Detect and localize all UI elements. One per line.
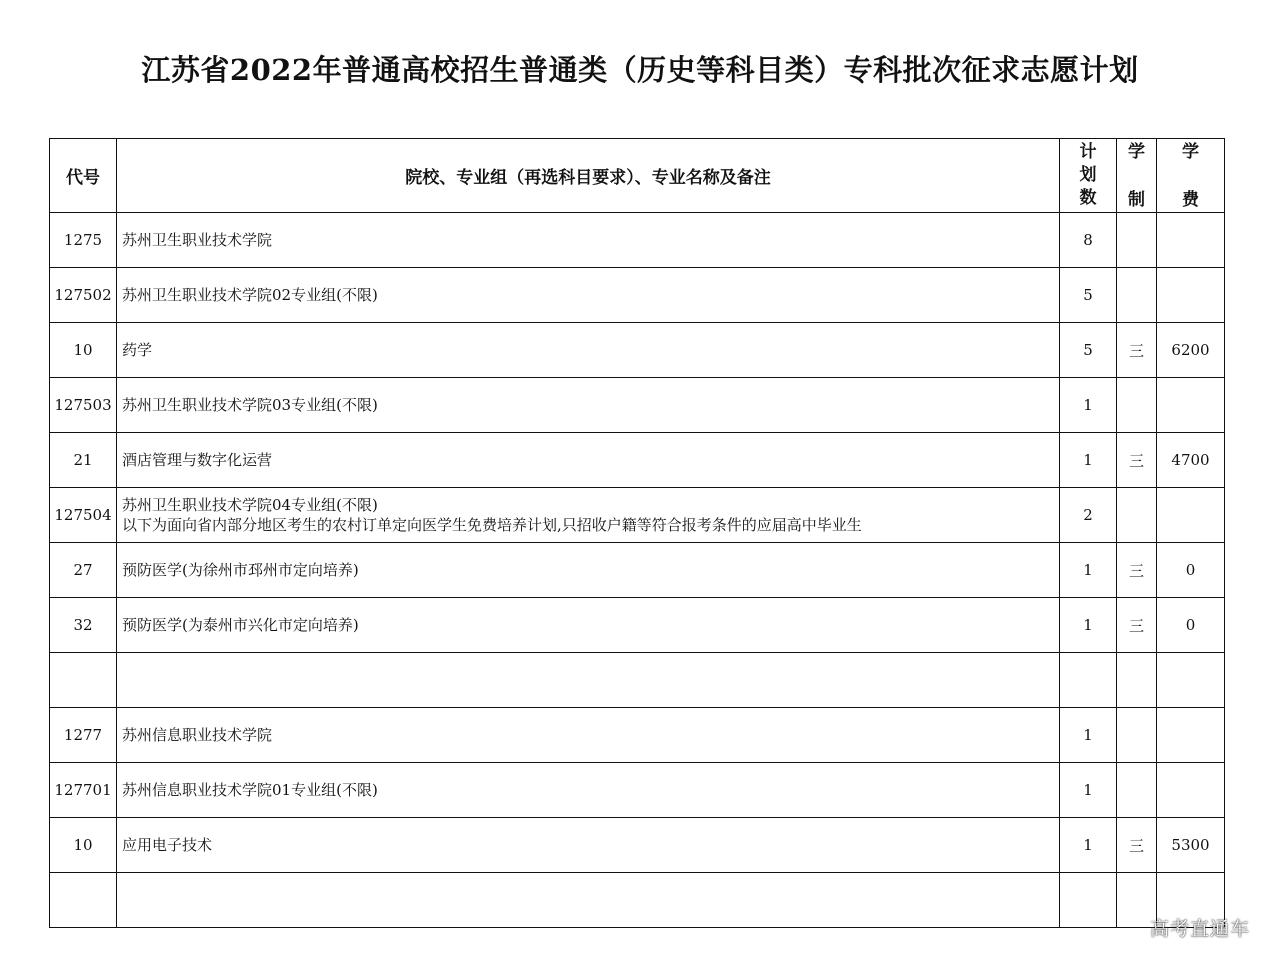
header-fee-char: 费 — [1182, 190, 1199, 210]
row-plan-count: 1 — [1060, 598, 1117, 653]
header-fee — [1157, 139, 1225, 213]
table-row — [50, 653, 1225, 708]
row-plan-count: 2 — [1060, 488, 1117, 543]
row-name-cell — [117, 213, 1060, 268]
row-plan-count: 1 — [1060, 763, 1117, 818]
row-plan-count: 1 — [1060, 378, 1117, 433]
row-fee — [1157, 708, 1225, 763]
table-row — [50, 268, 1225, 323]
row-code: 21 — [50, 433, 117, 488]
row-years: 三 — [1117, 323, 1157, 378]
row-name: 酒店管理与数字化运营 — [122, 451, 273, 469]
row-years — [1117, 378, 1157, 433]
row-fee — [1157, 378, 1225, 433]
row-plan-count — [1060, 873, 1117, 928]
header-plan-char: 数 — [1079, 188, 1097, 208]
watermark: 高考直通车 — [1149, 918, 1250, 940]
row-code: 10 — [50, 818, 117, 873]
row-code: 32 — [50, 598, 117, 653]
table-row — [50, 488, 1225, 543]
row-name-cell — [117, 653, 1060, 708]
row-code: 127504 — [50, 488, 117, 543]
row-note: 以下为面向省内部分地区考生的农村订单定向医学生免费培养计划,只招收户籍等符合报考条件的应届高中毕业生 — [122, 516, 862, 534]
table-row — [50, 873, 1225, 928]
row-years — [1117, 268, 1157, 323]
row-years: 三 — [1117, 543, 1157, 598]
row-name: 苏州卫生职业技术学院02专业组(不限) — [122, 286, 378, 304]
row-fee — [1157, 763, 1225, 818]
header-name: 院校、专业组（再选科目要求）、专业名称及备注 — [117, 139, 1060, 213]
row-years — [1117, 708, 1157, 763]
row-plan-count: 5 — [1060, 268, 1117, 323]
page-title: 江苏省2022年普通高校招生普通类（历史等科目类）专科批次征求志愿计划 — [141, 53, 1139, 87]
row-fee — [1157, 268, 1225, 323]
header-plan — [1060, 139, 1117, 213]
row-name-cell — [117, 488, 1060, 543]
row-fee — [1157, 653, 1225, 708]
row-name-cell — [117, 818, 1060, 873]
row-name: 苏州卫生职业技术学院04专业组(不限) — [122, 496, 378, 514]
header-years-char: 制 — [1128, 190, 1145, 210]
row-fee: 5300 — [1157, 818, 1225, 873]
header-years — [1117, 139, 1157, 213]
row-years: 三 — [1117, 818, 1157, 873]
row-name-cell — [117, 378, 1060, 433]
row-name-cell — [117, 763, 1060, 818]
row-years — [1117, 763, 1157, 818]
row-years: 三 — [1117, 598, 1157, 653]
row-plan-count: 1 — [1060, 818, 1117, 873]
row-name: 苏州卫生职业技术学院03专业组(不限) — [122, 396, 378, 414]
row-code: 1275 — [50, 213, 117, 268]
row-name-cell — [117, 543, 1060, 598]
row-name: 苏州信息职业技术学院01专业组(不限) — [122, 781, 378, 799]
enrollment-plan-table — [49, 138, 1225, 928]
table-row — [50, 543, 1225, 598]
row-plan-count: 5 — [1060, 323, 1117, 378]
row-plan-count: 1 — [1060, 433, 1117, 488]
row-name: 苏州信息职业技术学院 — [122, 726, 273, 744]
table-row — [50, 213, 1225, 268]
row-code — [50, 653, 117, 708]
row-name-cell — [117, 323, 1060, 378]
row-name: 应用电子技术 — [122, 836, 213, 854]
row-name: 预防医学(为徐州市邳州市定向培养) — [122, 561, 359, 579]
table-row — [50, 598, 1225, 653]
row-name-cell — [117, 708, 1060, 763]
row-fee: 6200 — [1157, 323, 1225, 378]
header-code: 代号 — [50, 139, 117, 213]
row-code: 127503 — [50, 378, 117, 433]
row-name-cell — [117, 433, 1060, 488]
table-row — [50, 818, 1225, 873]
row-code — [50, 873, 117, 928]
table-row — [50, 433, 1225, 488]
row-years — [1117, 488, 1157, 543]
row-plan-count: 1 — [1060, 543, 1117, 598]
row-name: 预防医学(为泰州市兴化市定向培养) — [122, 616, 359, 634]
row-plan-count: 8 — [1060, 213, 1117, 268]
row-fee — [1157, 213, 1225, 268]
row-code: 10 — [50, 323, 117, 378]
row-fee — [1157, 488, 1225, 543]
row-code: 127701 — [50, 763, 117, 818]
table-body — [50, 213, 1225, 928]
header-years-char: 学 — [1128, 142, 1145, 162]
header-plan-char: 计 — [1079, 142, 1097, 162]
row-fee: 4700 — [1157, 433, 1225, 488]
row-name: 药学 — [122, 341, 153, 359]
row-plan-count: 1 — [1060, 708, 1117, 763]
header-plan-char: 划 — [1079, 165, 1097, 185]
row-code: 27 — [50, 543, 117, 598]
row-name-cell — [117, 268, 1060, 323]
row-plan-count — [1060, 653, 1117, 708]
table-row — [50, 708, 1225, 763]
row-name-cell — [117, 873, 1060, 928]
row-years: 三 — [1117, 433, 1157, 488]
row-fee: 0 — [1157, 598, 1225, 653]
row-code: 1277 — [50, 708, 117, 763]
table-row — [50, 378, 1225, 433]
row-name: 苏州卫生职业技术学院 — [122, 231, 273, 249]
header-fee-char: 学 — [1182, 142, 1199, 162]
row-years — [1117, 653, 1157, 708]
row-years — [1117, 213, 1157, 268]
row-fee: 0 — [1157, 543, 1225, 598]
table-header-row — [50, 139, 1225, 213]
row-name-cell — [117, 598, 1060, 653]
row-code: 127502 — [50, 268, 117, 323]
table-row — [50, 323, 1225, 378]
table-row — [50, 763, 1225, 818]
